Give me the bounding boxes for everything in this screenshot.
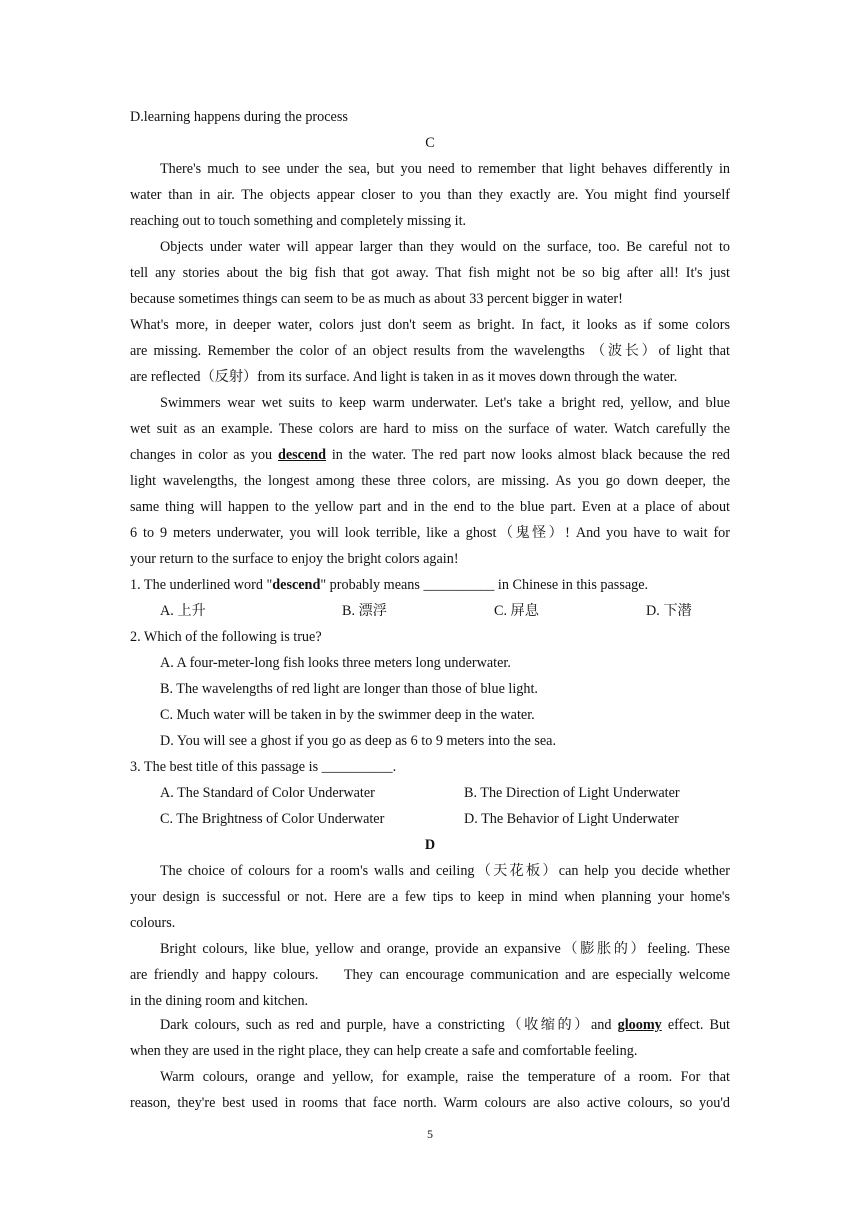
q1-option-a: A. 上升 (160, 603, 206, 619)
c-p2-line-2: tell any stories about the big fish that got away. That fish might not be so big after all! It's just (130, 265, 730, 281)
q3-options-row-2 (130, 806, 730, 832)
c-p2-line-1: Objects under water will appear larger than they would on the surface, too. Be careful not to (160, 239, 730, 255)
d-p3-line-1 (160, 1012, 730, 1038)
q1-option-c: C. 屏息 (494, 603, 539, 619)
q1-option-d: D. 下潜 (646, 603, 692, 619)
c-p4-line-3-after: in the water. The red part now looks almost black because the red (326, 447, 730, 463)
question-1-options (130, 598, 730, 624)
d-p1-line-2: your design is successful or not. Here are a few tips to keep in mind when planning your home's (130, 889, 730, 905)
c-p1-line-2: water than in air. The objects appear closer to you than they exactly are. You might find yourself (130, 187, 730, 203)
c-p4-line-6: 6 to 9 meters underwater, you will look terrible, like a ghost（鬼怪）! And you have to wait for (130, 525, 730, 541)
q3-option-a: A. The Standard of Color Underwater (160, 785, 375, 801)
d-p2-line-1: Bright colours, like blue, yellow and orange, provide an expansive（膨胀的）feeling. These (160, 941, 730, 957)
d-p4-line-2: reason, they're best used in rooms that face north. Warm colours are also active colours, so you'd (130, 1095, 730, 1111)
d-p3-line-1-after: effect. But (661, 1017, 730, 1033)
question-1-word: descend (272, 577, 321, 593)
c-p3-line-2: are missing. Remember the color of an object results from the wavelengths （波长）of light that (130, 343, 730, 359)
d-p4-line-1: Warm colours, orange and yellow, for example, raise the temperature of a room. For that (160, 1069, 730, 1085)
option-d-previous-question: D.learning happens during the process (130, 109, 348, 125)
c-p4-line-3-before: changes in color as you (130, 447, 278, 463)
underlined-word-gloomy: gloomy (617, 1017, 662, 1033)
question-2: 2. Which of the following is true? (130, 629, 322, 645)
q3-option-d: D. The Behavior of Light Underwater (464, 811, 679, 827)
question-1 (130, 572, 730, 598)
page-number: 5 (427, 1127, 433, 1141)
q2-option-b: B. The wavelengths of red light are longer than those of blue light. (160, 681, 538, 697)
d-p2-line-3: in the dining room and kitchen. (130, 993, 309, 1009)
question-1-before: 1. The underlined word " (130, 577, 273, 593)
section-c-heading: C (425, 135, 435, 151)
q2-option-a: A. A four-meter-long fish looks three meters long underwater. (160, 655, 511, 671)
c-p1-line-3: reaching out to touch something and completely missing it. (130, 213, 467, 229)
c-p4-line-1: Swimmers wear wet suits to keep warm underwater. Let's take a bright red, yellow, and blue (160, 395, 730, 411)
c-p4-line-7: your return to the surface to enjoy the bright colors again! (130, 551, 459, 567)
c-p4-line-2: wet suit as an example. These colors are hard to miss on the surface of water. Watch carefully the (130, 421, 730, 437)
q1-option-b: B. 漂浮 (342, 603, 387, 619)
c-p4-line-3 (130, 442, 730, 468)
c-p4-line-5: same thing will happen to the yellow part and in the end to the blue part. Even at a place of about (130, 499, 730, 515)
d-p3-line-2: when they are used in the right place, they can help create a safe and comfortable feeling. (130, 1043, 638, 1059)
q3-option-b: B. The Direction of Light Underwater (464, 785, 680, 801)
c-p3-line-1: What's more, in deeper water, colors just don't seem as bright. In fact, it looks as if some colors (130, 317, 730, 333)
question-1-after: " probably means __________ in Chinese in this passage. (320, 577, 649, 593)
d-p2-line-2: are friendly and happy colours. They can encourage communication and are especially welcome (130, 967, 730, 983)
q3-option-c: C. The Brightness of Color Underwater (160, 811, 385, 827)
c-p1-line-1: There's much to see under the sea, but you need to remember that light behaves differently in (160, 161, 730, 177)
section-d-heading: D (424, 837, 436, 853)
d-p3-line-1-before: Dark colours, such as red and purple, have a constricting（收缩的）and (160, 1017, 618, 1033)
underlined-word-descend: descend (277, 447, 327, 463)
d-p1-line-1: The choice of colours for a room's walls and ceiling（天花板）can help you decide whether (160, 863, 730, 879)
q3-options-row-1 (130, 780, 730, 806)
d-p1-line-3: colours. (130, 915, 176, 931)
q2-option-d: D. You will see a ghost if you go as deep as 6 to 9 meters into the sea. (160, 733, 557, 749)
q2-option-c: C. Much water will be taken in by the swimmer deep in the water. (160, 707, 535, 723)
c-p2-line-3: because sometimes things can seem to be as much as about 33 percent bigger in water! (130, 291, 623, 307)
c-p4-line-4: light wavelengths, the longest among these three colors, are missing. As you go down deeper, the (130, 473, 730, 489)
c-p3-line-3: are reflected（反射）from its surface. And light is taken in as it moves down through the water. (130, 369, 678, 385)
question-3: 3. The best title of this passage is __________. (130, 759, 397, 775)
